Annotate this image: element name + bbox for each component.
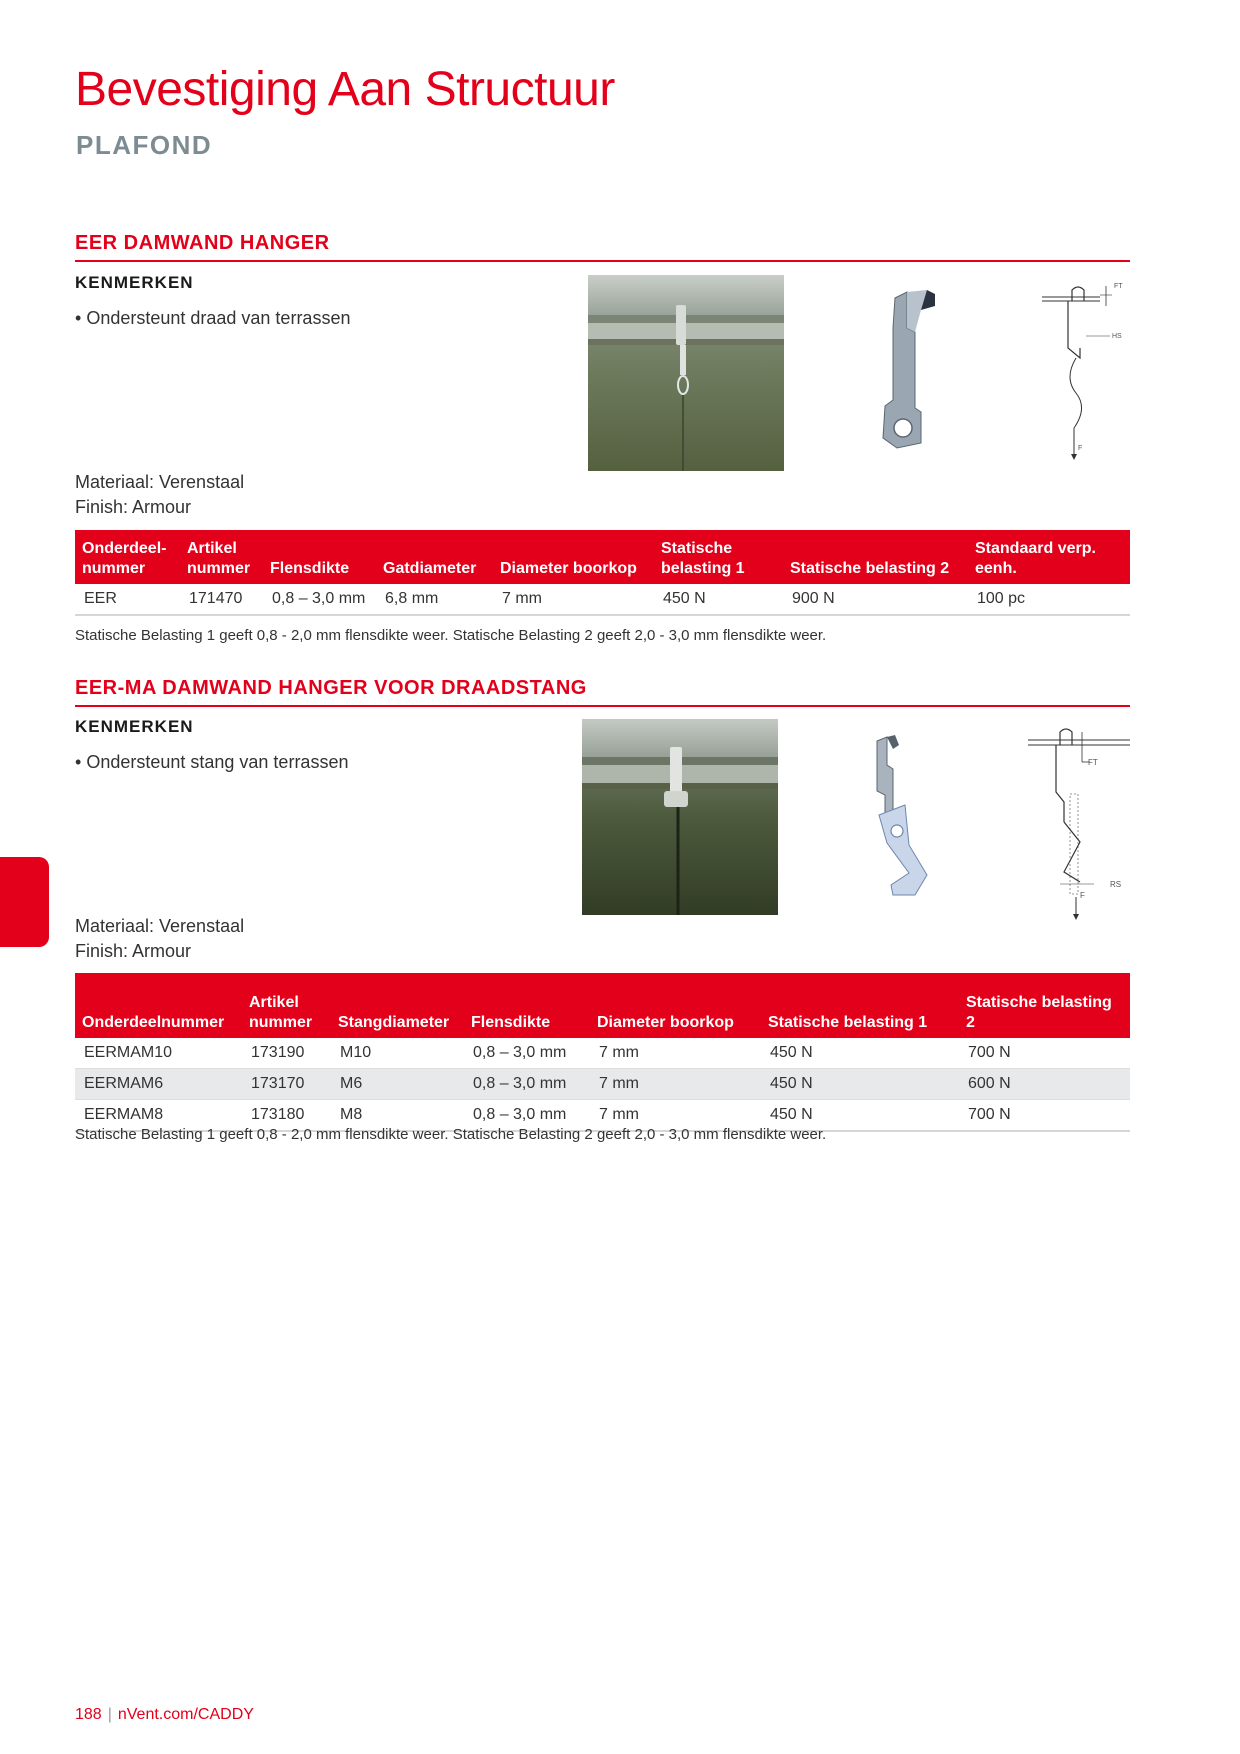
technical-diagram [1040, 278, 1140, 468]
table-row [75, 1038, 1130, 1069]
diagram-label-hs: HS [1112, 333, 1122, 340]
page-number: 188 [75, 1706, 102, 1723]
section-title-eer-ma: EER-MA DAMWAND HANGER VOOR DRAADSTANG [75, 677, 587, 699]
page-footer [75, 1706, 254, 1724]
table-cell: 0,8 – 3,0 mm [263, 584, 376, 615]
technical-diagram [1020, 722, 1140, 922]
footer-separator: | [107, 1706, 112, 1723]
diagram-label-f: F [1080, 891, 1085, 900]
col-header: Statische belasting 1 [654, 530, 783, 584]
table-cell: 173170 [242, 1069, 331, 1100]
col-header: Diameter boorkop [493, 530, 654, 584]
table-footnote: Statische Belasting 1 geeft 0,8 - 2,0 mm flensdikte weer. Statische Belasting 2 geeft 2,0 - 3,0 mm flensdikte weer. [75, 1126, 827, 1143]
diagram-label-rs: RS [1110, 880, 1122, 889]
col-header: Onderdeel- nummer [75, 530, 180, 584]
footer-link[interactable]: nVent.com/CADDY [117, 1706, 254, 1723]
col-header: Artikel nummer [242, 973, 331, 1038]
table-cell: 6,8 mm [376, 584, 493, 615]
col-header: Onderdeelnummer [75, 973, 242, 1038]
col-header: Stangdiameter [331, 973, 464, 1038]
col-header: Flensdikte [464, 973, 590, 1038]
table-cell: EERMAM8 [75, 1100, 242, 1132]
finish-line: Finish: Armour [75, 941, 192, 961]
table-header-row [75, 530, 1130, 584]
table-cell: 0,8 – 3,0 mm [464, 1100, 590, 1132]
table-cell: 450 N [761, 1100, 959, 1132]
product-image [865, 735, 955, 905]
page-title: Bevestiging Aan Structuur [75, 63, 615, 116]
table-cell: 450 N [761, 1069, 959, 1100]
material-info [75, 914, 244, 964]
table-cell: M6 [331, 1069, 464, 1100]
diagram-label-ft: FT [1088, 758, 1098, 767]
chapter-tab [0, 857, 49, 947]
material-info [75, 470, 244, 520]
table-row [75, 584, 1130, 615]
material-line: Materiaal: Verenstaal [75, 472, 245, 492]
table-cell: 171470 [180, 584, 263, 615]
table-cell: 7 mm [590, 1069, 761, 1100]
table-cell: 0,8 – 3,0 mm [464, 1069, 590, 1100]
section-divider [75, 705, 1130, 707]
product-image [875, 288, 965, 458]
table-cell: 450 N [761, 1038, 959, 1069]
col-header: Flensdikte [263, 530, 376, 584]
col-header: Diameter boorkop [590, 973, 761, 1038]
table-cell: 700 N [959, 1038, 1130, 1069]
spec-table-eer [75, 530, 1130, 616]
feature-bullet: • Ondersteunt stang van terrassen [75, 752, 349, 772]
finish-line: Finish: Armour [75, 497, 192, 517]
installation-photo [582, 719, 778, 915]
spec-table-eer-ma [75, 973, 1130, 1132]
installation-photo [588, 275, 784, 471]
table-cell: 900 N [783, 584, 968, 615]
table-cell: 173190 [242, 1038, 331, 1069]
col-header: Gatdiameter [376, 530, 493, 584]
table-cell: 600 N [959, 1069, 1130, 1100]
section-title-eer: EER DAMWAND HANGER [75, 232, 330, 254]
material-line: Materiaal: Verenstaal [75, 916, 245, 936]
section-divider [75, 260, 1130, 262]
table-cell: 173180 [242, 1100, 331, 1132]
page-subtitle: PLAFOND [76, 130, 213, 160]
features-heading: KENMERKEN [75, 273, 194, 292]
table-cell: 700 N [959, 1100, 1130, 1132]
table-cell: 450 N [654, 584, 783, 615]
table-cell: 7 mm [493, 584, 654, 615]
table-cell: EER [75, 584, 180, 615]
diagram-label-f: F [1078, 445, 1083, 452]
feature-text: Ondersteunt stang van terrassen [86, 752, 349, 772]
col-header: Standaard verp. eenh. [968, 530, 1130, 584]
table-cell: 100 pc [968, 584, 1130, 615]
table-cell: M10 [331, 1038, 464, 1069]
col-header: Statische belasting 2 [959, 973, 1130, 1038]
diagram-label-ft: FT [1114, 283, 1123, 290]
col-header: Statische belasting 2 [783, 530, 968, 584]
col-header: Artikel nummer [180, 530, 263, 584]
table-row [75, 1069, 1130, 1100]
table-cell: EERMAM6 [75, 1069, 242, 1100]
table-cell: M8 [331, 1100, 464, 1132]
table-footnote: Statische Belasting 1 geeft 0,8 - 2,0 mm flensdikte weer. Statische Belasting 2 geeft 2,0 - 3,0 mm flensdikte weer. [75, 627, 827, 644]
table-header-row [75, 973, 1130, 1038]
col-header: Statische belasting 1 [761, 973, 959, 1038]
feature-text: Ondersteunt draad van terrassen [86, 308, 351, 328]
table-cell: EERMAM10 [75, 1038, 242, 1069]
features-heading: KENMERKEN [75, 717, 194, 736]
table-cell: 7 mm [590, 1038, 761, 1069]
table-cell: 0,8 – 3,0 mm [464, 1038, 590, 1069]
table-cell: 7 mm [590, 1100, 761, 1132]
feature-bullet: • Ondersteunt draad van terrassen [75, 308, 351, 328]
